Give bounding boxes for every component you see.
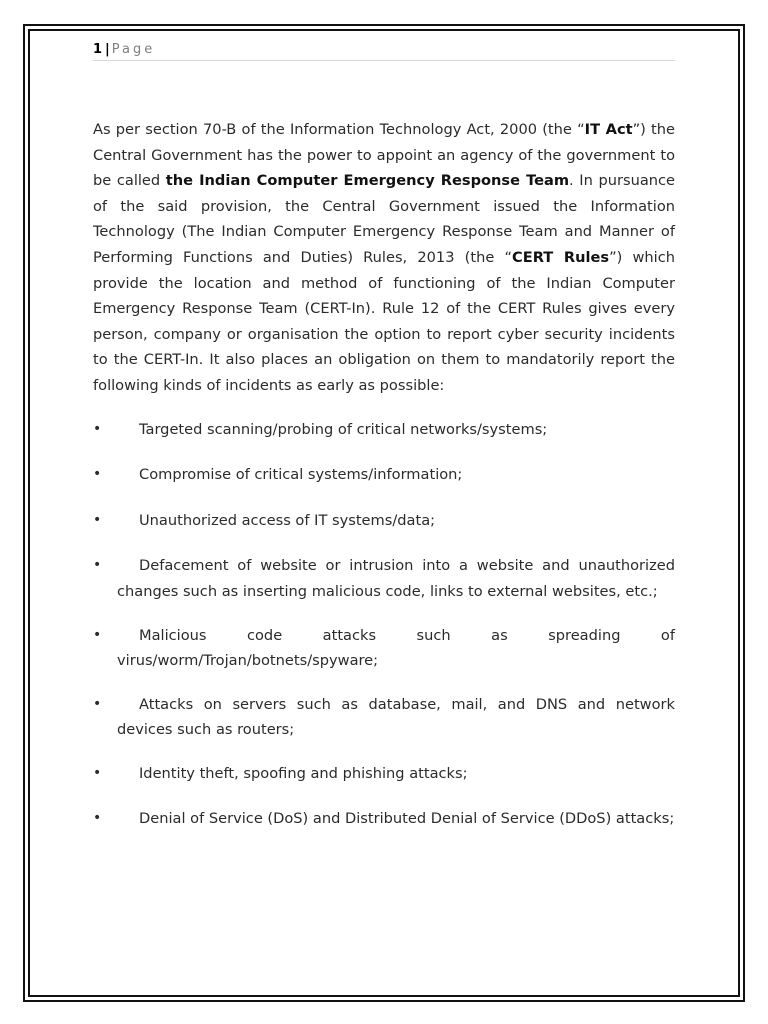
intro-text-1: As per section 70-B of the Information Technology Act, 2000 (the “ <box>93 121 585 138</box>
list-item-text: Compromise of critical systems/information; <box>139 466 463 484</box>
bullet-icon: • <box>93 764 102 781</box>
list-item-text: Defacement of website or intrusion into a website and unauthorized changes such as inserting malicious code, links to external websites, etc.; <box>117 557 675 600</box>
list-item-text: Malicious code attacks such as spreading of virus/worm/Trojan/botnets/spyware; <box>117 626 675 670</box>
list-item <box>93 553 675 604</box>
intro-text-3: . In pursuance of the said provision, the Central Government issued the Information Technology (The Indian Computer Emergency Response Team and Manner of Performing Functions and Duties) Rules, 2013 (the “ <box>93 172 676 266</box>
list-item <box>93 806 675 832</box>
bullet-icon: • <box>93 557 102 574</box>
list-item <box>93 761 675 787</box>
list-item-text: Attacks on servers such as database, mail, and DNS and network devices such as routers; <box>117 695 675 739</box>
list-item-text: Identity theft, spoofing and phishing attacks; <box>139 764 468 782</box>
list-item <box>93 623 675 674</box>
list-item <box>93 508 675 534</box>
page-number: 1 <box>93 42 103 57</box>
list-item <box>93 692 675 743</box>
intro-term-it-act: IT Act <box>584 121 633 138</box>
list-item-text: Denial of Service (DoS) and Distributed Denial of Service (DDoS) attacks; <box>139 810 675 828</box>
intro-text-2: ”) the Central Government has the power to appoint an agency of the government to be called <box>93 121 675 190</box>
intro-term-cert: the Indian Computer Emergency Response Team <box>165 172 570 190</box>
incident-list <box>93 417 675 833</box>
bullet-icon: • <box>93 810 102 827</box>
bullet-icon: • <box>93 695 102 712</box>
list-item-text: Targeted scanning/probing of critical networks/systems; <box>139 420 548 438</box>
document-body <box>93 117 675 832</box>
page-label: Page <box>111 42 156 57</box>
page-header <box>93 42 675 61</box>
list-item <box>93 417 675 443</box>
intro-term-cert-rules: CERT Rules <box>512 248 610 266</box>
bullet-icon: • <box>93 420 102 437</box>
header-separator: | <box>105 42 110 57</box>
bullet-icon: • <box>93 466 102 483</box>
bullet-icon: • <box>93 626 102 643</box>
list-item-text: Unauthorized access of IT systems/data; <box>139 511 436 529</box>
list-item <box>93 462 675 488</box>
intro-text-4: ”) which provide the location and method of functioning of the Indian Computer Emergency Response Team (CERT-In). Rule 12 of the CERT Rules gives every person, company or organisation the option to report cyber security incidents to the CERT-In. It also places an obligation on them to mandatorily report the following kinds of incidents as early as possible: <box>93 248 676 394</box>
intro-paragraph <box>93 117 675 399</box>
bullet-icon: • <box>93 511 102 528</box>
